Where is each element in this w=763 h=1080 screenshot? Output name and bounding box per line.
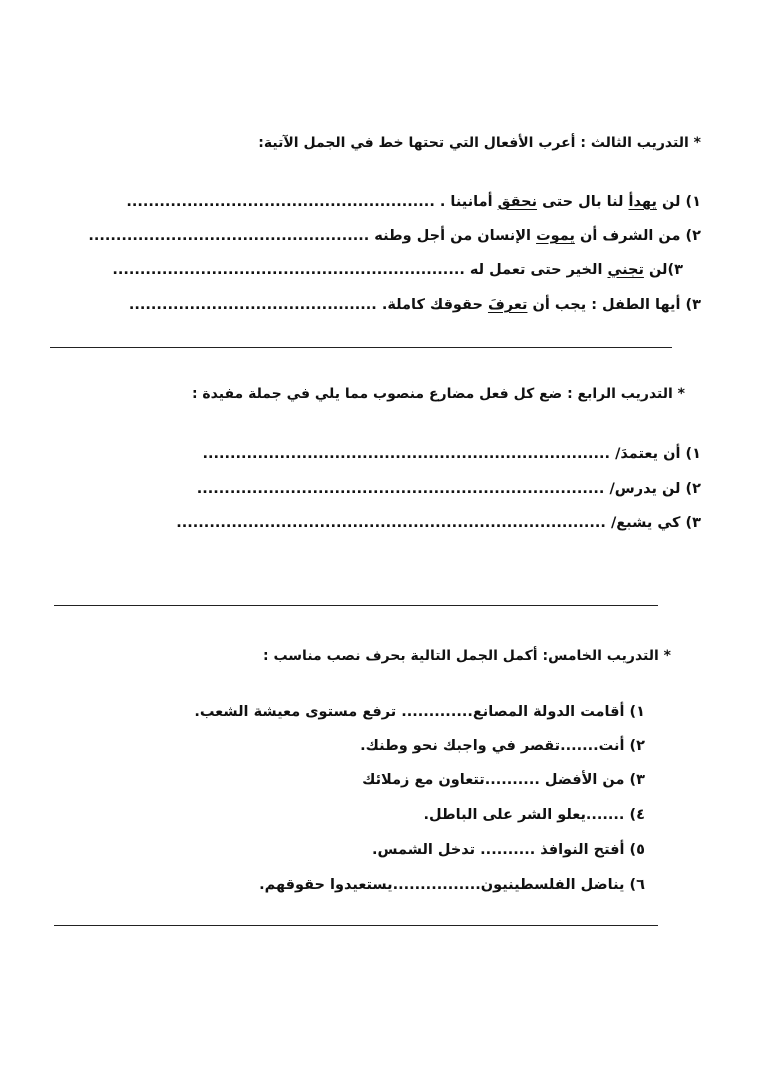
- exercise-5-item-6: ٦) يناضل الفلسطينيون................يستعيدوا حقوقهم.: [259, 877, 645, 893]
- exercise-3-item-1: ١) لن يهدأ لنا بال حتى نحقق أمانينا . ........................................................: [126, 194, 701, 210]
- section-divider: [54, 925, 658, 926]
- section-divider: [50, 347, 672, 348]
- exercise-5-item-4: ٤) .......يعلو الشر على الباطل.: [423, 807, 645, 823]
- exercise-5-item-3: ٣) من الأفضل ..........تتعاون مع زملائك: [362, 772, 645, 788]
- exercise-3-item-3: ٣)لن تجني الخير حتى تعمل له ................................................................: [112, 262, 683, 278]
- answer-blank: ................................................................: [112, 262, 465, 278]
- section-divider: [54, 605, 658, 606]
- answer-blank: ..............................................................................: [176, 515, 606, 531]
- exercise-4-item-3: ٣) كي يشبع/ ..............................................................................: [176, 515, 701, 531]
- exercise-5-item-1: ١) أقامت الدولة المصانع............. ترفع مستوى معيشة الشعب.: [194, 704, 645, 720]
- answer-blank: ...................................................: [88, 228, 370, 244]
- exercise-3-heading: * التدريب الثالث : أعرب الأفعال التي تحتها خط في الجمل الآتية:: [258, 135, 701, 151]
- exercise-5-item-2: ٢) أنت.......تقصر في واجبك نحو وطنك.: [360, 738, 645, 754]
- exercise-4-item-2: ٢) لن يدرس/ ..........................................................................: [196, 481, 701, 497]
- exercise-5-item-5: ٥) أفتح النوافذ .......... تدخل الشمس.: [371, 842, 645, 858]
- exercise-3-item-2: ٢) من الشرف أن يموت الإنسان من أجل وطنه ...................................................: [88, 228, 701, 244]
- exercise-4-heading: * التدريب الرابع : ضع كل فعل مضارع منصوب مما يلي في جملة مفيدة :: [191, 386, 685, 402]
- exercise-5-heading: * التدريب الخامس: أكمل الجمل التالية بحرف نصب مناسب :: [263, 648, 671, 664]
- answer-blank: ..........................................................................: [202, 446, 611, 462]
- answer-blank: .............................................: [128, 297, 377, 313]
- exercise-3-item-4: ٣) أيها الطفل : يجب أن تعرفَ حقوقك كاملة. .............................................: [128, 297, 701, 313]
- answer-blank: ..........................................................................: [196, 481, 605, 497]
- exercise-4-item-1: ١) أن يعتمدَ/ ..........................................................................: [202, 446, 701, 462]
- answer-blank: ........................................................: [126, 194, 435, 210]
